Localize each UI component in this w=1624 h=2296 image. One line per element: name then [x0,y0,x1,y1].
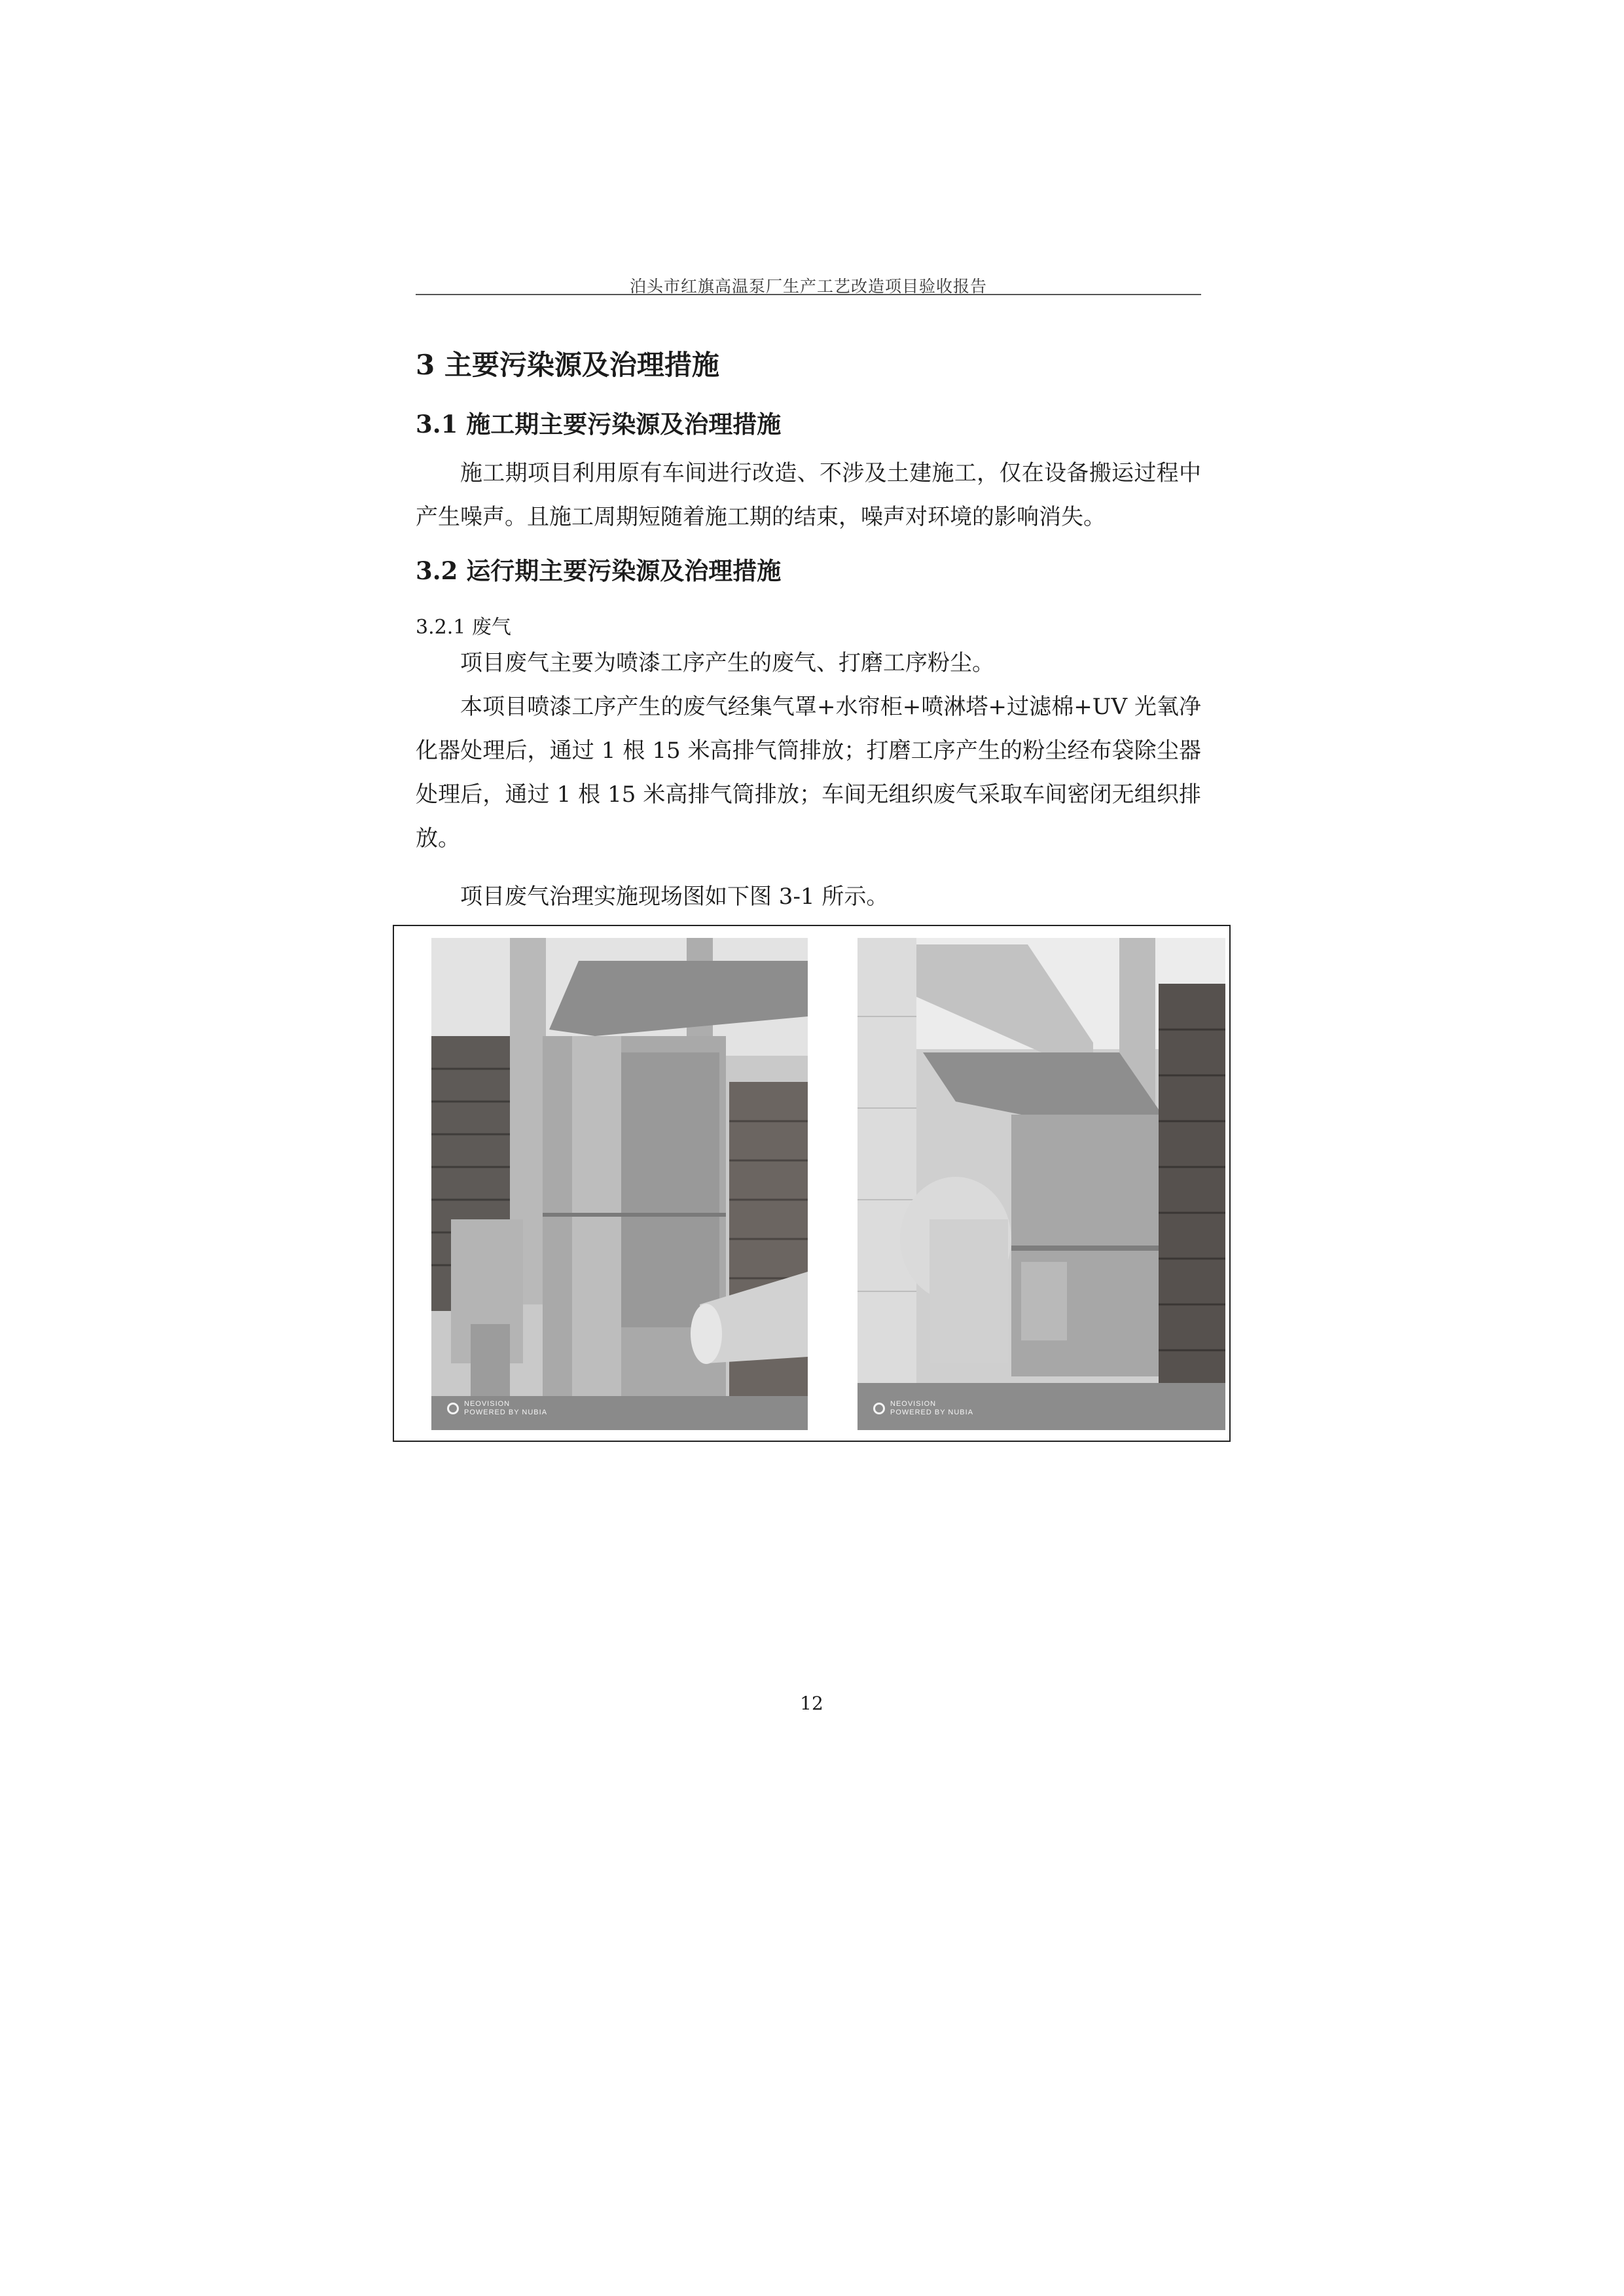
figure-intro-paragraph: 项目废气治理实施现场图如下图 3-1 所示。 [460,884,889,910]
photo-uv-purifier [857,938,1225,1430]
section-3-2-1-heading: 3.2.1 废气 [416,616,511,639]
photo-watermark [447,1400,547,1417]
section-3-1-paragraph: 施工期项目利用原有车间进行改造、不涉及土建施工，仅在设备搬运过程中产生噪声。且施工周期短随着施工期的结束，噪声对环境的影响消失。 [416,460,1201,530]
page-number: 12 [800,1693,823,1714]
figure-3-1 [393,925,1231,1442]
section-3-heading: 3 主要污染源及治理措施 [416,349,719,381]
exhaust-gas-treatment-paragraph: 本项目喷漆工序产生的废气经集气罩+水帘柜+喷淋塔+过滤棉+UV 光氧净化器处理后，通过 1 根 15 米高排气筒排放；打磨工序产生的粉尘经布袋除尘器处理后，通过 1 根 15 米高排气筒排放；车间无组织废气采取车间密闭无组织排放。 [416,694,1201,852]
exhaust-gas-summary-paragraph: 项目废气主要为喷漆工序产生的废气、打磨工序粉尘。 [460,650,994,676]
section-3-1-heading: 3.1 施工期主要污染源及治理措施 [416,410,782,439]
watermark-brand: NEOVISION [464,1400,511,1408]
camera-ring-icon [447,1403,459,1414]
watermark-powered-by: POWERED BY NUBIA [464,1408,548,1416]
page-header-title: 泊头市红旗高温泵厂生产工艺改造项目验收报告 [629,277,987,296]
watermark-brand: NEOVISION [890,1400,937,1408]
camera-ring-icon [873,1403,885,1414]
section-3-2-heading: 3.2 运行期主要污染源及治理措施 [416,556,782,585]
photo-bag-dust-collector [431,938,808,1430]
photo-watermark [873,1400,973,1417]
header-divider [416,294,1201,295]
watermark-powered-by: POWERED BY NUBIA [890,1408,974,1416]
